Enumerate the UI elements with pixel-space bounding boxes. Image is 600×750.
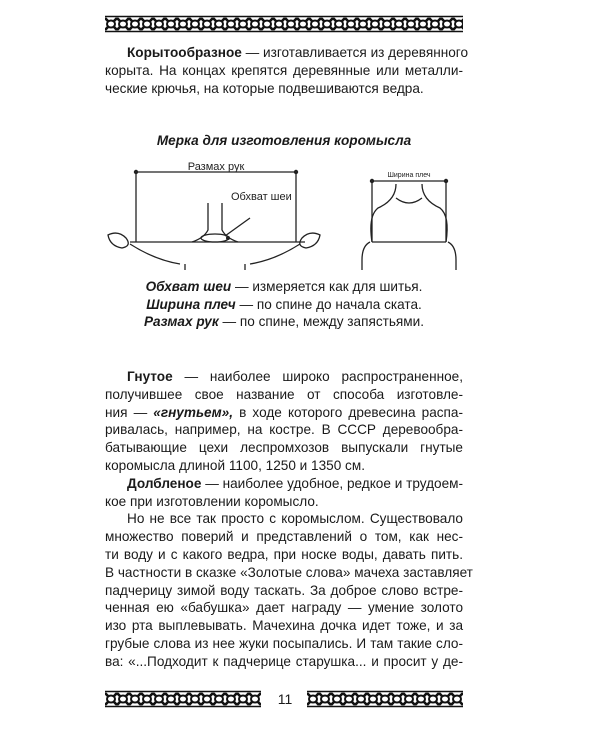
term-trough-shaped: Корытообразное (127, 45, 242, 60)
measurement-diagram (100, 160, 500, 270)
paragraph-bent: Гнутое — наиболее широко распространенное, получившее свое название от способа изготовле- ния — «гнутьем», в ходе которого древесина распа- ривалась, например, на костре. В СССР деревообра- батывающие цехи леспромхозов выпускали гнутые коромысла длиной 1100, 1250 и 1350 см. Долбленое — наиболее удобное, редкое и трудоем- кое при изготовлении коромысло. Но не все так просто с коромыслом. Существовало множество поверий и представлений о том, как нес- ти воду и с какого ведра, при носке воды, давать пить. В частности в сказке «Золотые слова» мачеха заставляет падчерицу зимой воду таскать. За доброе слово встре- ченная ею «бабушка» дает награду — умение золото изо рта выплевывать. Мачехина дочка идет тоже, и за грубые слова из нее жуки посыпались. И там такие сло- ва: «...Подходит к падчерице старушка... и просит у де- (105, 369, 473, 669)
caption-shoulders: Ширина плеч — по спине до начала ската. (146, 296, 422, 312)
caption-arm-span: Размах рук — по спине, между запястьями. (143, 314, 425, 329)
bottom-ornament-border-right (307, 690, 463, 708)
label-neck-girth: Обхват шеи (231, 191, 292, 203)
label-shoulder-width: Ширина плеч (387, 172, 431, 179)
paragraph-hollowed: Долбленое — наиболее удобное, редкое и трудоем- (127, 475, 463, 491)
figure-captions (105, 278, 463, 331)
label-arm-span: Размах рук (187, 161, 245, 173)
bottom-ornament-border-left (105, 690, 261, 708)
figure-title: Мерка для изготовления коромысла (156, 133, 412, 148)
paragraph-trough-shaped: Корытообразное — изготавливается из деревянного корыта. На концах крепятся деревянные или металли- ческие крючья, на которые подвешиваются ведра. (105, 45, 469, 96)
page-number: 11 (277, 691, 293, 707)
caption-neck: Обхват шеи — измеряется как для шитья. (145, 279, 423, 294)
top-ornament-border (105, 15, 463, 33)
